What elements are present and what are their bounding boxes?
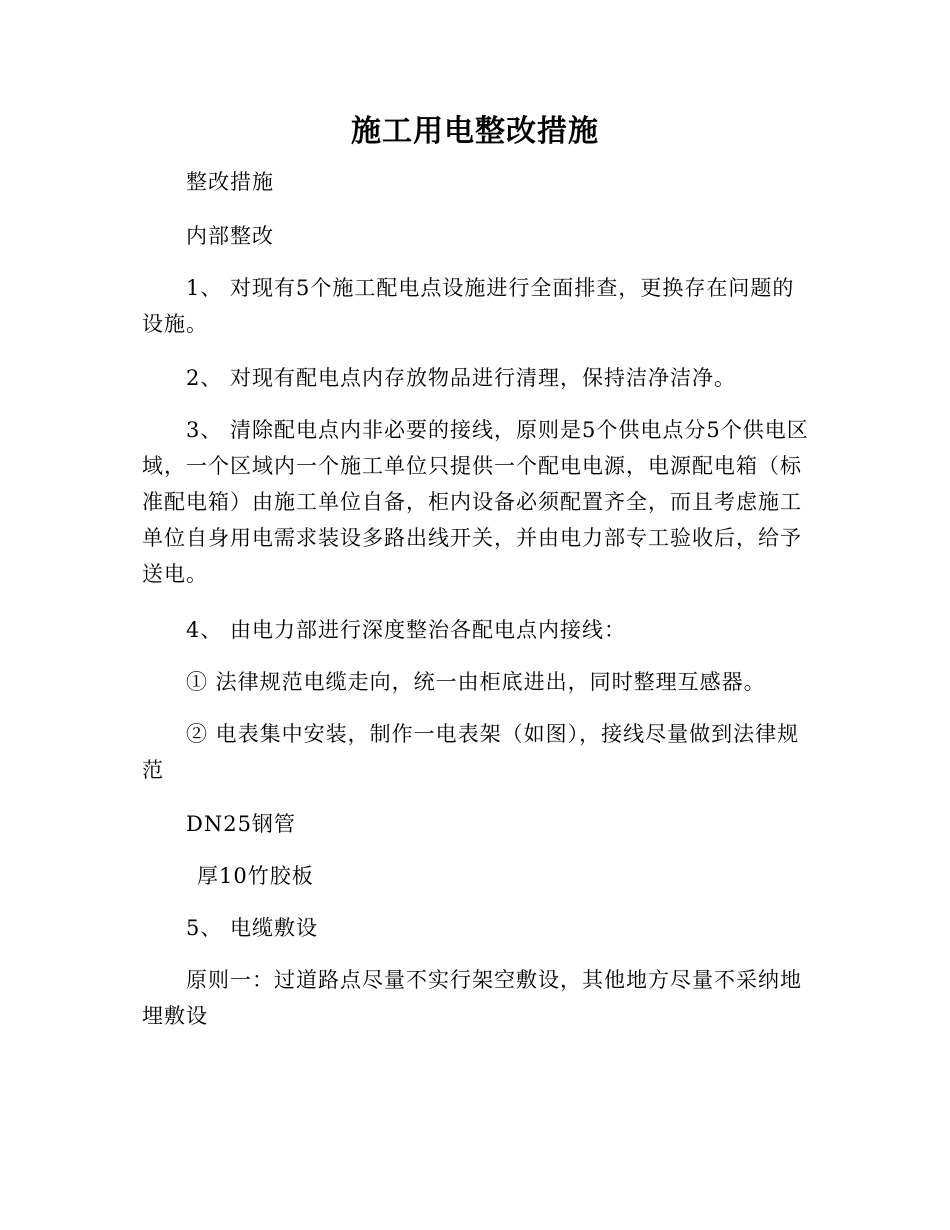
- document-title: 施工用电整改措施: [351, 114, 599, 149]
- paragraph-heading-measures: 整改措施: [186, 170, 274, 194]
- figure-label-steel-pipe: DN25钢管: [186, 812, 296, 836]
- paragraph-sub-1: ① 法律规范电缆走向，统一由柜底进出，同时整理互感器。: [186, 670, 766, 694]
- paragraph-item-2: 2、 对现有配电点内存放物品进行清理，保持洁净洁净。: [186, 366, 737, 390]
- paragraph-sub-2: ② 电表集中安装，制作一电表架（如图），接线尽量做到法律规范: [142, 722, 800, 782]
- figure-label-bamboo-board: 厚10竹胶板: [197, 864, 314, 888]
- paragraph-principle-1: 原则一：过道路点尽量不实行架空敷设，其他地方尽量不采纳地埋敷设: [142, 968, 802, 1028]
- paragraph-item-5: 5、 电缆敷设: [186, 916, 319, 940]
- paragraph-item-1: 1、 对现有5个施工配电点设施进行全面排查，更换存在问题的设施。: [142, 276, 795, 336]
- paragraph-heading-internal: 内部整改: [186, 224, 274, 248]
- paragraph-item-4: 4、 由电力部进行深度整治各配电点内接线：: [186, 618, 627, 642]
- paragraph-item-3: 3、 清除配电点内非必要的接线，原则是5个供电点分5个供电区域，一个区域内一个施工单位只提供一个配电电源，电源配电箱（标准配电箱）由施工单位自备，柜内设备必须配置齐全，而且考虑施工单位自身用电需求装设多路出线开关，并由电力部专工验收后，给予送电。: [142, 418, 809, 586]
